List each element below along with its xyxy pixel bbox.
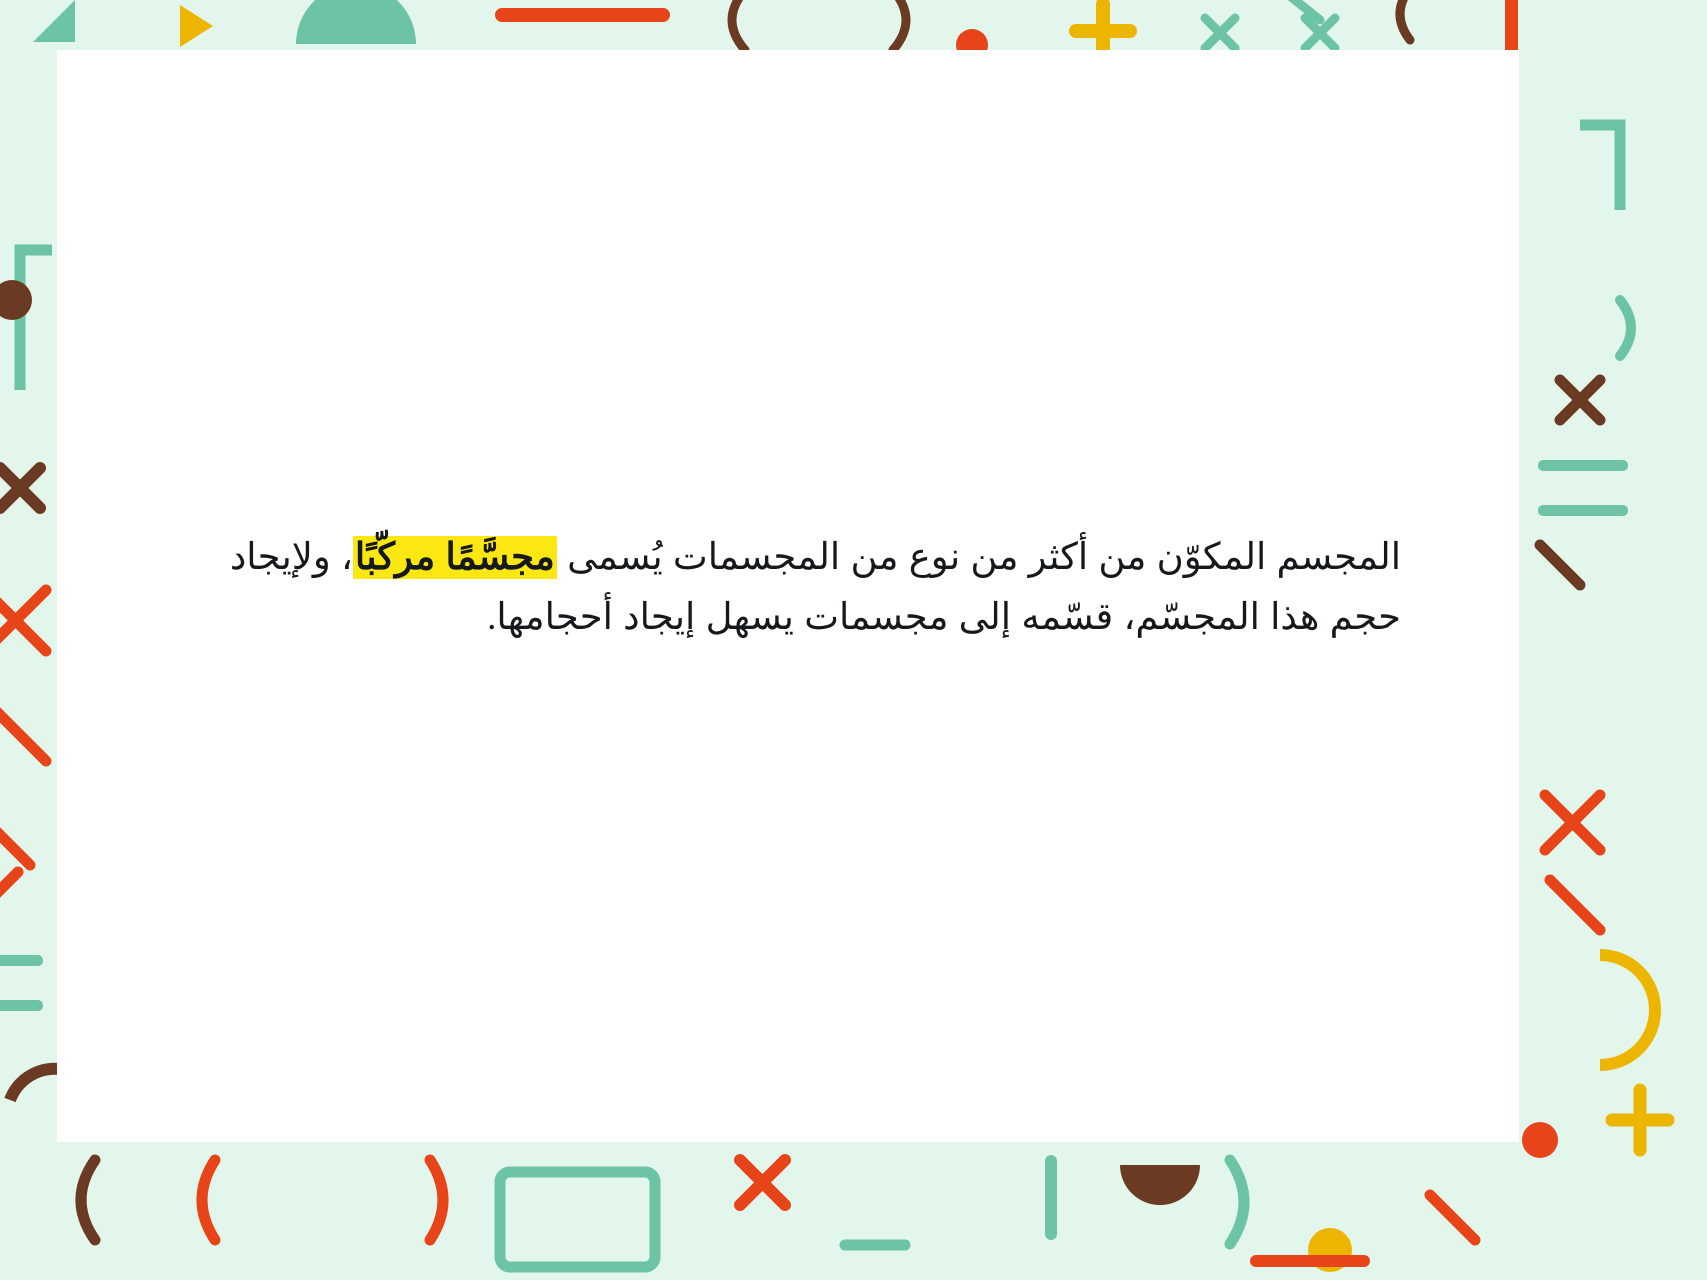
paragraph-part-1: المجسم المكوّن من أكثر من نوع من المجسمات يُسمى xyxy=(556,537,1401,578)
slide-content-card xyxy=(57,50,1519,1142)
highlighted-term: مجسَّمًا مركّبًا xyxy=(354,537,555,578)
paragraph-part-2: ، ولإيجاد حجم هذا المجسّم، قسّمه إلى مجسمات يسهل إيجاد أحجامها. xyxy=(229,537,1401,638)
body-paragraph xyxy=(175,528,1401,648)
paragraph-block xyxy=(175,528,1401,648)
